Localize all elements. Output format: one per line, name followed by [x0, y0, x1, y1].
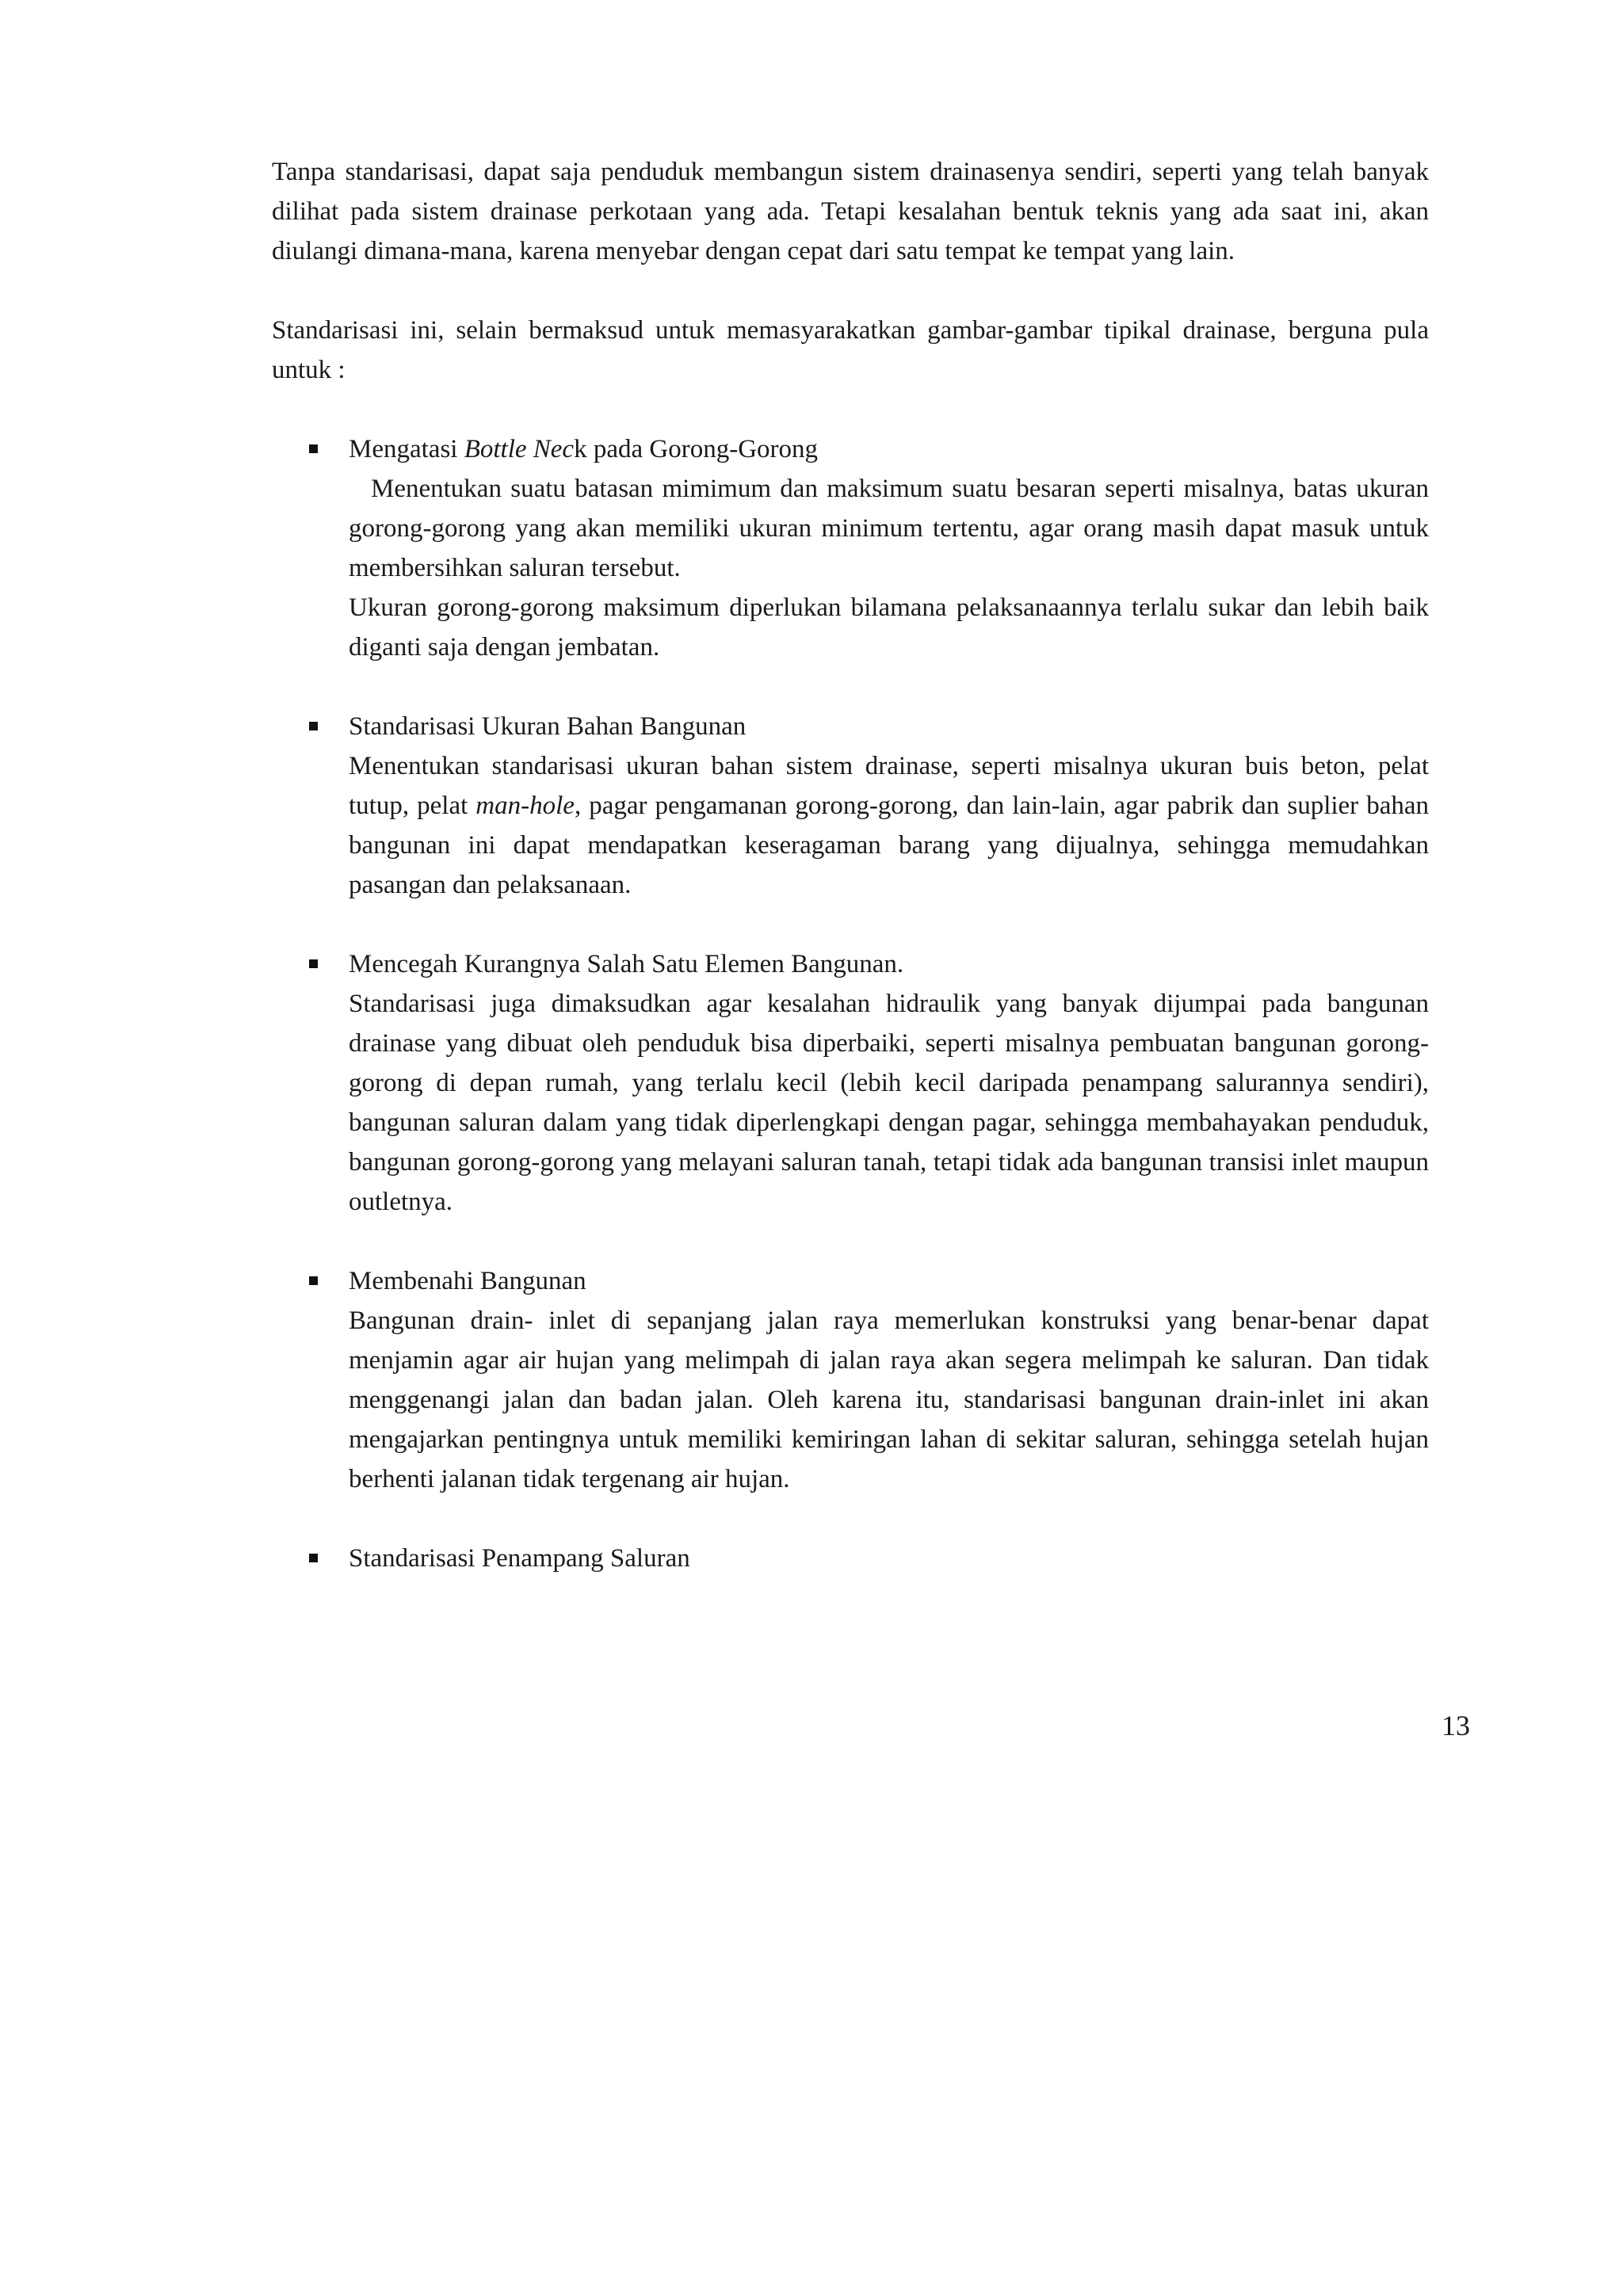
item-body: [349, 746, 1429, 905]
document-page: [272, 152, 1429, 1578]
item-title: Standarisasi Ukuran Bahan Bangunan: [349, 712, 747, 741]
list-item-cross-section: [272, 1539, 1429, 1578]
item-body-italic: man-hole: [475, 791, 575, 820]
item-body: Standarisasi juga dimaksudkan agar kesalahan hidraulik yang banyak dijumpai pada bangunan drainase yang dibuat oleh penduduk bisa diperbaiki, seperti misalnya pembuatan bangunan gorong-gorong di depan rumah, yang terlalu kecil (lebih kecil daripada penampang salurannya sendiri), bangunan saluran dalam yang tidak diperlengkapi dengan pagar, sehingga membahayakan penduduk, bangunan gorong-gorong yang melayani saluran tanah, tetapi tidak ada bangunan transisi inlet maupun outletnya.: [349, 990, 1429, 1216]
item-title: [349, 429, 1429, 469]
square-bullet-icon: [309, 1554, 318, 1562]
square-bullet-icon: [309, 1276, 318, 1285]
item-title: Mencegah Kurangnya Salah Satu Elemen Bangunan.: [349, 950, 904, 978]
item-title-text: Mengatasi: [349, 435, 464, 463]
item-body: Bangunan drain- inlet di sepanjang jalan raya memerlukan konstruksi yang benar-benar dapat menjamin agar air hujan yang melimpah di jalan raya akan segera melimpah ke saluran. Dan tidak menggenangi jalan dan badan jalan. Oleh karena itu, standarisasi bangunan drain-inlet ini akan mengajarkan pentingnya untuk memiliki kemiringan lahan di sekitar saluran, sehingga setelah hujan berhenti jalanan tidak tergenang air hujan.: [349, 1306, 1429, 1493]
square-bullet-icon: [309, 959, 318, 968]
item-title-text-end: k pada Gorong-Gorong: [574, 435, 819, 463]
item-body: Menentukan suatu batasan mimimum dan maksimum suatu besaran seperti misalnya, batas ukuran gorong-gorong yang akan memiliki ukuran minimum tertentu, agar orang masih dapat masuk untuk membersihkan saluran tersebut.: [349, 475, 1429, 582]
item-body-2: Ukuran gorong-gorong maksimum diperlukan bilamana pelaksanaannya terlalu sukar dan lebih baik diganti saja dengan jembatan.: [349, 593, 1429, 662]
page-number: 13: [1442, 1710, 1470, 1741]
item-body-text: Menentukan standarisasi ukuran bahan sistem drainase, seperti misalnya ukuran buis beton, pelat tutup, pelat: [349, 752, 1429, 820]
square-bullet-icon: [309, 444, 318, 453]
square-bullet-icon: [309, 722, 318, 730]
item-title-italic: Bottle Nec: [464, 435, 575, 463]
intro-section: [272, 152, 1429, 390]
list-item-material-size: [272, 707, 1429, 905]
item-body-text-end: , pagar pengamanan gorong-gorong, dan lain-lain, agar pabrik dan suplier bahan bangunan ini dapat mendapatkan keseragaman barang yang dijualnya, sehingga memudahkan pasangan dan pelaksanaan.: [349, 791, 1429, 899]
intro-paragraph-1: Tanpa standarisasi, dapat saja penduduk membangun sistem drainasenya sendiri, seperti yang telah banyak dilihat pada sistem drainase perkotaan yang ada. Tetapi kesalahan bentuk teknis yang ada saat ini, akan diulangi dimana-mana, karena menyebar dengan cepat dari satu tempat ke tempat yang lain.: [272, 158, 1429, 265]
intro-paragraph-2: Standarisasi ini, selain bermaksud untuk memasyarakatkan gambar-gambar tipikal drainase, berguna pula untuk :: [272, 316, 1429, 384]
list-item-missing-element: [272, 944, 1429, 1222]
item-title: Membenahi Bangunan: [349, 1267, 586, 1295]
item-title: Standarisasi Penampang Saluran: [349, 1544, 690, 1573]
list-item-fix-building: [272, 1261, 1429, 1499]
list-item-bottle-neck: [272, 429, 1429, 667]
benefit-list: [272, 429, 1429, 1578]
